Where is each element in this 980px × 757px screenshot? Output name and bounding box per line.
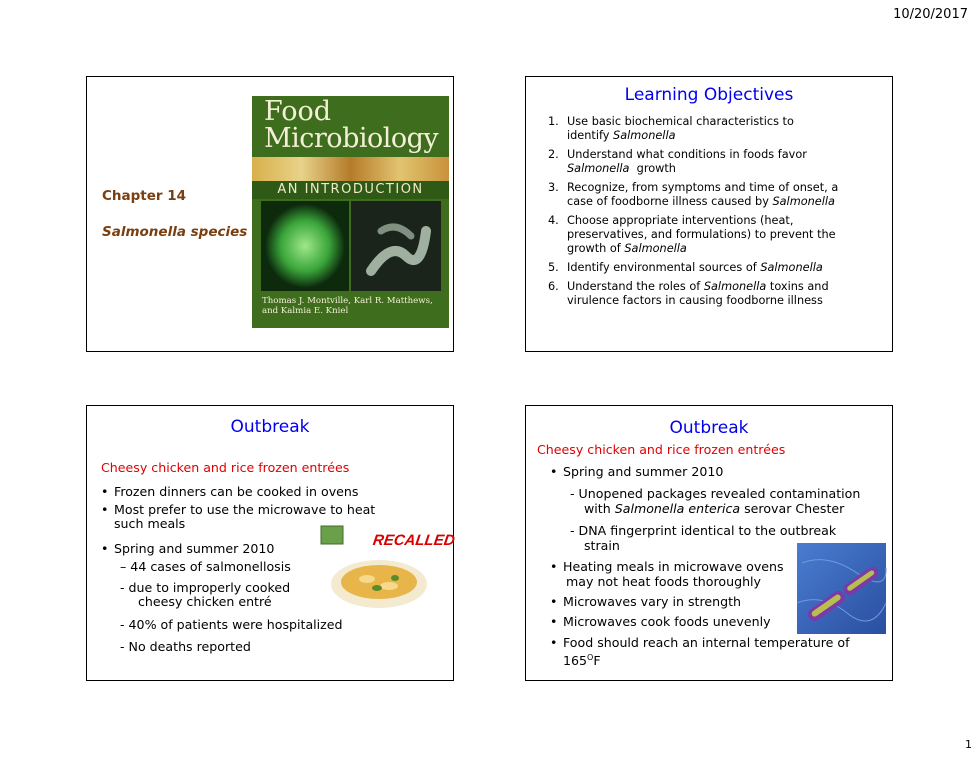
item-emphasis: Salmonella enterica xyxy=(614,501,741,516)
sub-item: - Unopened packages revealed contamination xyxy=(570,486,861,501)
item-text: identify xyxy=(567,129,614,142)
item-text: toxins and xyxy=(766,280,829,293)
bullet-item-continued: may not heat foods thoroughly xyxy=(566,574,762,589)
list-item xyxy=(548,261,878,275)
page-number: 1 xyxy=(965,738,972,751)
list-item xyxy=(548,181,878,209)
item-text: Recognize, from symptoms and time of onset, a xyxy=(567,181,839,194)
slide-title: Outbreak xyxy=(230,417,310,437)
item-number: 5. xyxy=(548,261,559,274)
item-text: case of foodborne illness caused by xyxy=(567,195,773,208)
item-text: serovar Chester xyxy=(740,501,845,516)
bullet-item: • Spring and summer 2010 xyxy=(563,464,723,479)
chapter-label: Chapter 14 xyxy=(102,188,187,204)
item-number: 4. xyxy=(548,214,559,227)
temperature-value: 165 xyxy=(563,653,588,669)
bullet-item: • Most prefer to use the microwave to heat xyxy=(114,502,375,517)
slide-title xyxy=(86,76,454,352)
item-emphasis: Salmonella xyxy=(613,129,676,142)
sub-item-continued: strain xyxy=(584,538,620,553)
bullet-item: • Frozen dinners can be cooked in ovens xyxy=(114,484,358,499)
food-strip-image xyxy=(252,157,449,181)
book-authors-line2: and Kalmia E. Kniel xyxy=(262,306,349,316)
sub-item: - No deaths reported xyxy=(120,639,251,654)
bullet-item: • Microwaves cook foods unevenly xyxy=(563,614,771,629)
item-text: with xyxy=(584,501,615,516)
bacteria-culture-image xyxy=(261,201,349,291)
item-emphasis: Salmonella xyxy=(703,280,767,293)
item-text: Choose appropriate interventions (heat, xyxy=(567,214,794,227)
list-item xyxy=(548,115,878,143)
item-number: 2. xyxy=(548,148,559,161)
book-subtitle: AN INTRODUCTION xyxy=(252,181,449,199)
bullet-item: • Microwaves vary in strength xyxy=(563,594,741,609)
list-item xyxy=(548,148,878,176)
item-text: Understand what conditions in foods favor xyxy=(567,148,807,161)
book-title-line1: Food xyxy=(264,96,332,127)
sub-item: - DNA fingerprint identical to the outbreak xyxy=(570,523,837,538)
list-item xyxy=(548,280,878,308)
item-number: 1. xyxy=(548,115,559,128)
slide-outbreak-2 xyxy=(525,405,893,681)
bullet-item: • Food should reach an internal temperature of xyxy=(563,635,850,650)
sub-item-continued: cheesy chicken entré xyxy=(138,594,272,609)
bullet-item-continued xyxy=(563,650,601,668)
item-text: growth of xyxy=(567,242,625,255)
product-name: Cheesy chicken and rice frozen entrées xyxy=(537,442,786,457)
item-number: 3. xyxy=(548,181,559,194)
book-cover-image xyxy=(252,96,449,328)
bullet-item: • Heating meals in microwave ovens xyxy=(563,559,784,574)
bullet-item-continued: such meals xyxy=(114,516,186,531)
slide-title: Outbreak xyxy=(669,418,749,438)
item-text: Use basic biochemical characteristics to xyxy=(567,115,794,128)
book-authors xyxy=(262,296,447,316)
item-text: Identify environmental sources of xyxy=(567,261,761,274)
objectives-list xyxy=(548,115,878,313)
bacteria-micrograph-image xyxy=(351,201,441,291)
slide-learning-objectives xyxy=(525,76,893,352)
date-header: 10/20/2017 xyxy=(893,7,968,22)
chapter-subtitle: Salmonella species xyxy=(102,224,248,240)
item-emphasis: Salmonella xyxy=(760,261,823,274)
item-text: growth xyxy=(629,162,676,175)
book-title-line2: Microbiology xyxy=(264,123,439,154)
bullet-item: • Spring and summer 2010 xyxy=(114,541,274,556)
book-authors-line1: Thomas J. Montville, Karl R. Matthews, xyxy=(262,296,433,306)
sub-item: - 40% of patients were hospitalized xyxy=(120,617,343,632)
sub-item: – 44 cases of salmonellosis xyxy=(120,559,291,574)
item-emphasis: Salmonella xyxy=(772,195,835,208)
recalled-label: RECALLED xyxy=(371,532,456,549)
sub-item: - due to improperly cooked xyxy=(120,580,291,595)
item-text: virulence factors in causing foodborne illness xyxy=(567,294,823,307)
item-text: preservatives, and formulations) to prevent the xyxy=(567,228,836,241)
degree-symbol: O xyxy=(587,653,594,662)
slide-title: Learning Objectives xyxy=(624,85,794,105)
recalled-food-image xyxy=(319,524,456,612)
bacteria-micrograph-image xyxy=(797,543,886,634)
item-emphasis: Salmonella xyxy=(567,162,630,175)
temperature-unit: F xyxy=(593,653,601,669)
slide-outbreak-1 xyxy=(86,405,454,681)
item-number: 6. xyxy=(548,280,559,293)
item-text: Understand the roles of xyxy=(567,280,704,293)
product-name: Cheesy chicken and rice frozen entrées xyxy=(101,460,350,475)
sub-item-continued xyxy=(584,501,844,516)
list-item xyxy=(548,214,878,256)
item-emphasis: Salmonella xyxy=(624,242,687,255)
